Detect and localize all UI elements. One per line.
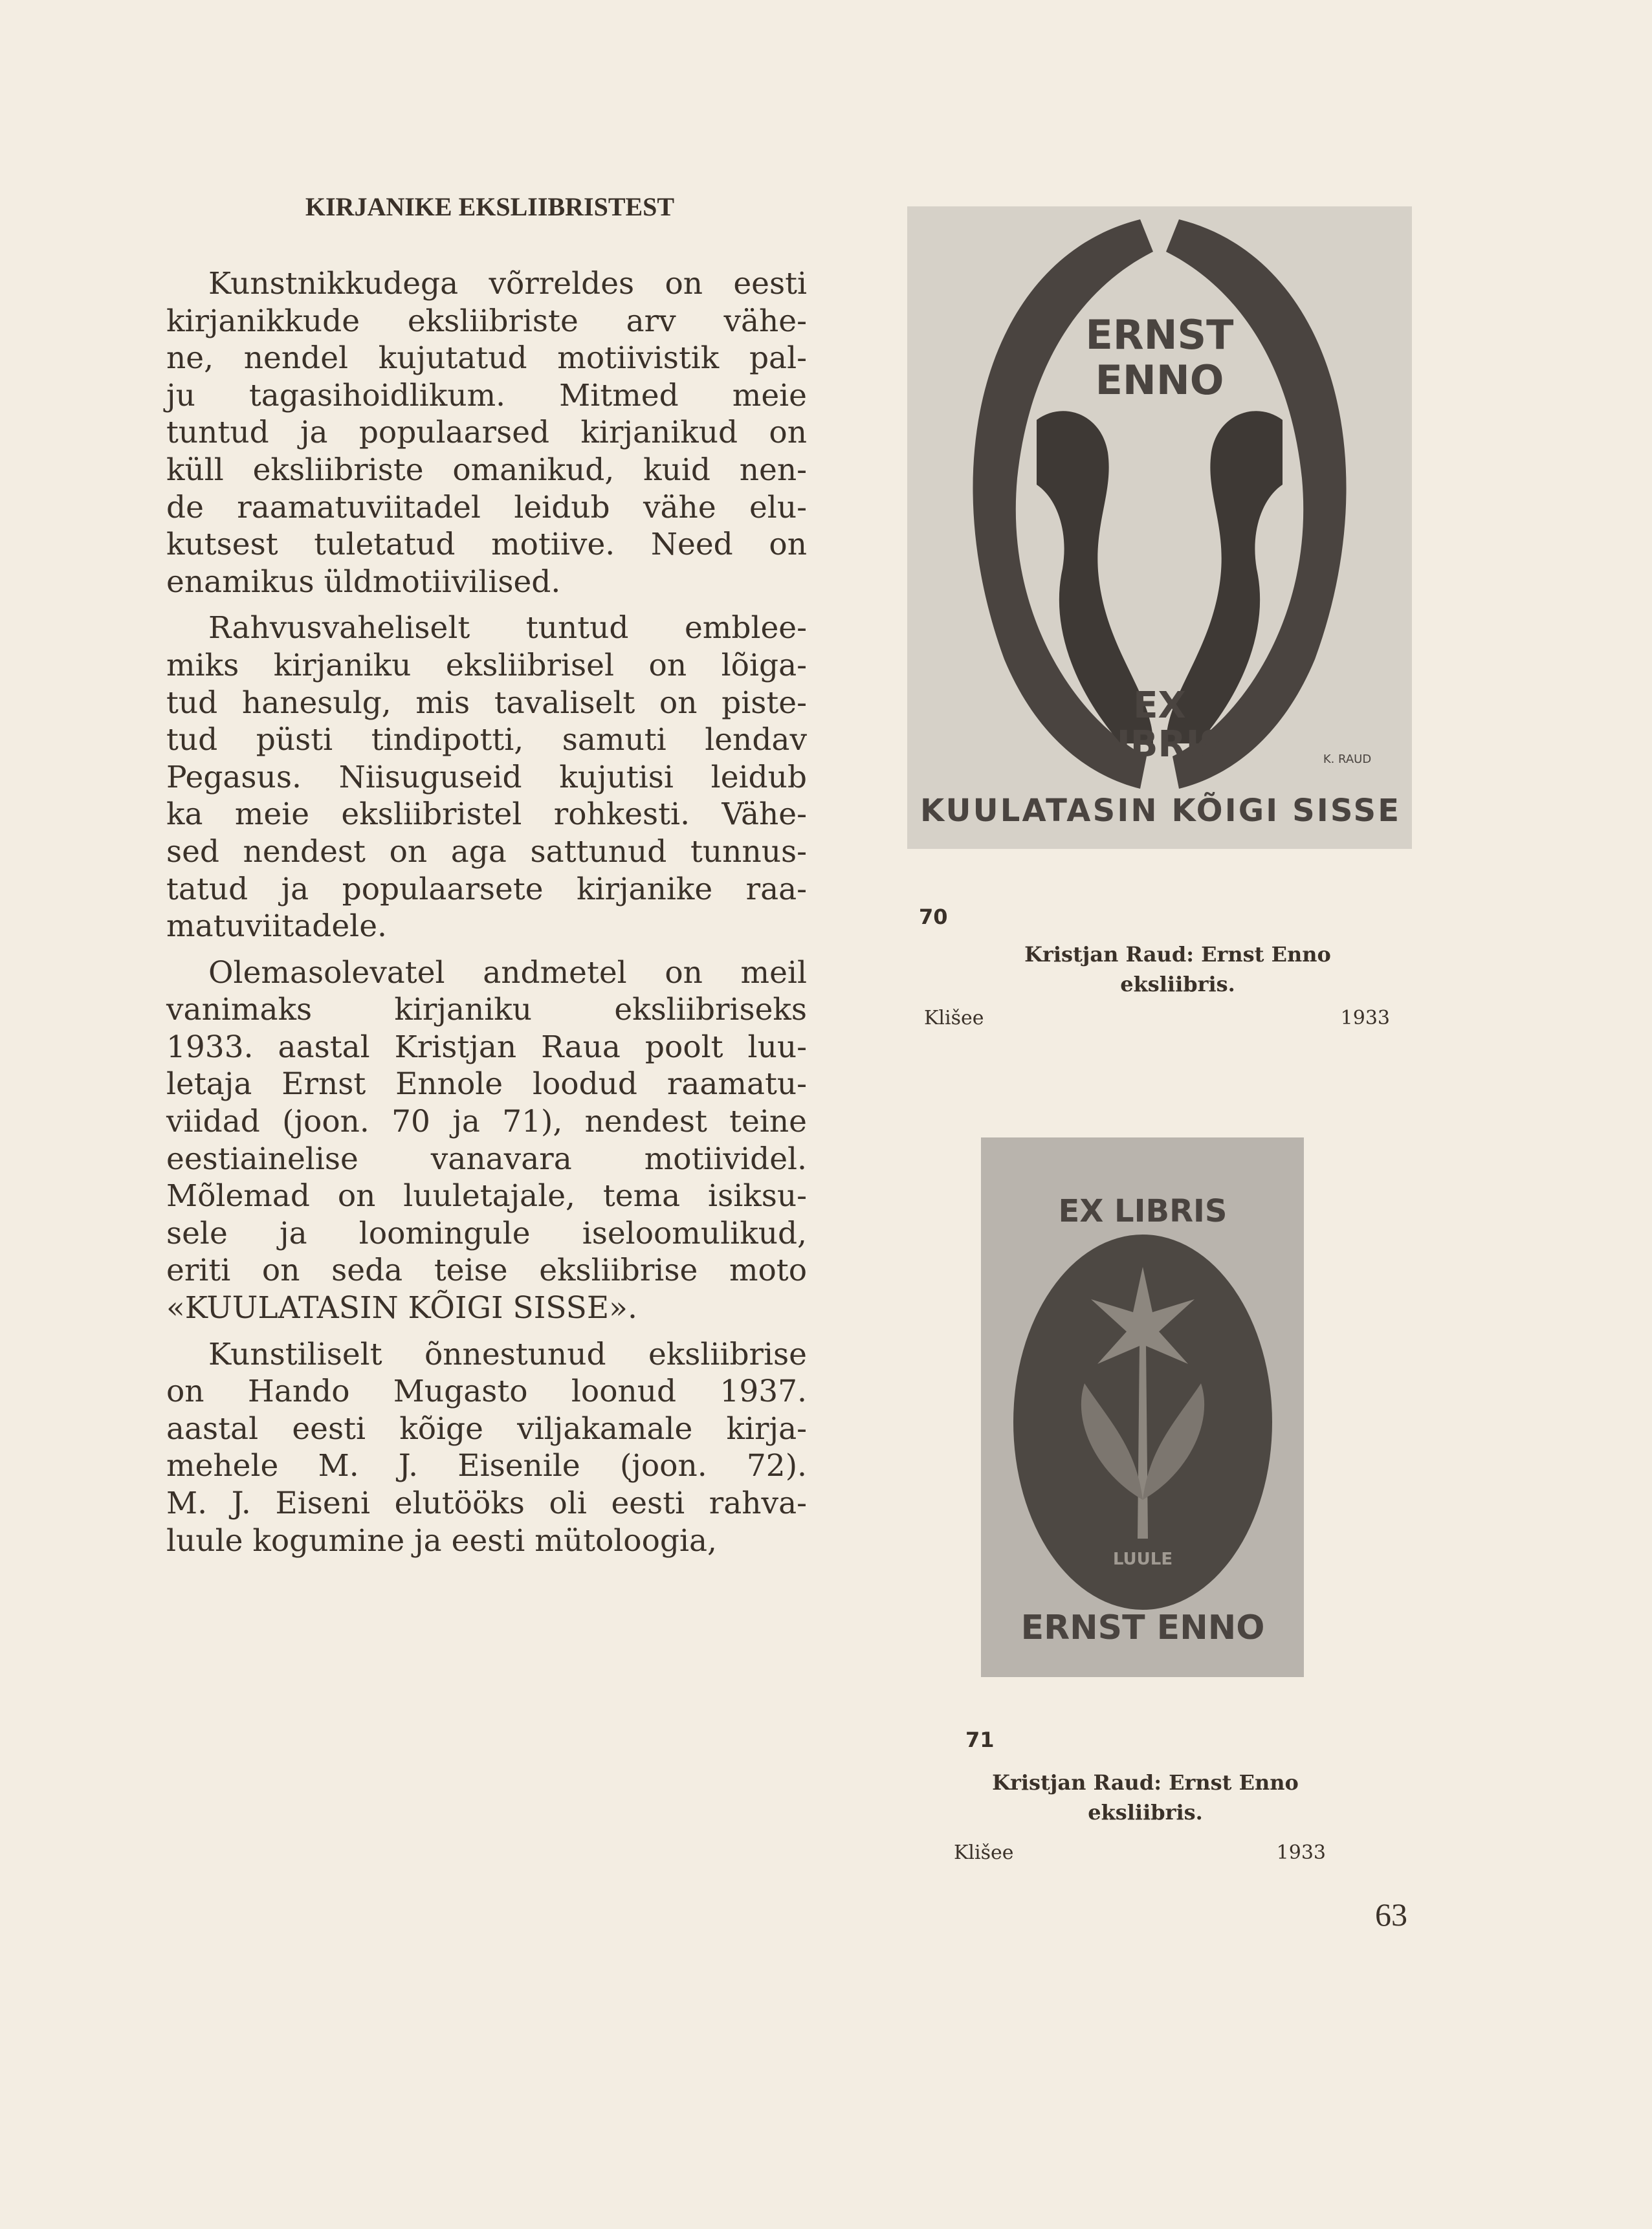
text-line: 1933. aastal Kristjan Raua poolt luu- [166, 1029, 807, 1065]
text-line: Pegasus. Niisuguseid kujutisi leidub [166, 759, 807, 795]
text-line: aastal eesti kõige viljakamale kirja- [166, 1411, 807, 1447]
text-line: matuviitadele. [166, 908, 387, 945]
text-line: kutsest tuletatud motiive. Need on [166, 527, 807, 563]
figure-70-caption [951, 939, 1404, 999]
paragraph [166, 609, 807, 945]
figure-year: 1933 [1276, 1841, 1326, 1864]
caption-line: Kristjan Raud: Ernst Enno [992, 1770, 1299, 1795]
text-line: Mõlemad on luuletajale, tema isiksu- [166, 1178, 807, 1214]
text-line: M. J. Eiseni elutööks oli eesti rahva- [166, 1486, 807, 1521]
caption-line: eksliibris. [1088, 1800, 1203, 1825]
figure-71-number: 71 [965, 1728, 995, 1752]
text-line: Rahvusvaheliselt tuntud emblee- [208, 610, 807, 646]
exlibris-signature: K. RAUD [1323, 752, 1372, 766]
text-line: ne, nendel kujutatud motiivistik pal- [166, 340, 807, 377]
text-line: eestiainelise vanavara motiividel. [166, 1141, 807, 1177]
figure-technique: Klišee [954, 1841, 1014, 1864]
text-line: sele ja loomingule iseloomulikud, [166, 1215, 807, 1251]
text-line: de raamatuviitadel leidub vähe elu- [166, 489, 807, 525]
figure-year: 1933 [1340, 1007, 1390, 1029]
text-line: ju tagasihoidlikum. Mitmed meie [166, 377, 807, 413]
page-number: 63 [1375, 1896, 1407, 1933]
exlibris-name2: ENNO [1095, 357, 1224, 404]
exlibris-libris: LIBRIS [1094, 723, 1226, 765]
text-line: tuntud ja populaarsed kirjanikud on [166, 415, 807, 451]
caption-line: eksliibris. [1120, 972, 1235, 996]
text-line: luule kogumine ja eesti mütoloogia, [166, 1522, 717, 1559]
text-line: ka meie eksliibristel rohkesti. Vähe- [166, 796, 807, 833]
figure-71-meta [954, 1841, 1326, 1864]
figure-71-image [981, 1137, 1304, 1677]
text-line: Kunstiliselt õnnestunud eksliibrise [208, 1336, 807, 1372]
text-line: küll eksliibriste omanikud, kuid nen- [166, 452, 807, 488]
paragraph [166, 954, 807, 1327]
figure-70-number: 70 [919, 905, 948, 929]
figure-71-caption [945, 1768, 1346, 1827]
paragraph [166, 1336, 807, 1560]
exlibris-name1: ERNST [1085, 311, 1234, 358]
text-line: on Hando Mugasto loonud 1937. [166, 1374, 807, 1410]
text-line: tud püsti tindipotti, samuti lendav [166, 722, 807, 758]
caption-line: Kristjan Raud: Ernst Enno [1024, 942, 1331, 967]
figure-technique: Klišee [924, 1007, 984, 1029]
paragraph [166, 265, 807, 600]
text-line: miks kirjaniku eksliibrisel on lõiga- [166, 647, 807, 683]
text-line: Olemasolevatel andmetel on meil [208, 954, 807, 991]
exlibris-bottom-text: ERNST ENNO [1020, 1609, 1265, 1647]
figure-70-meta [924, 1007, 1390, 1029]
text-line: viidad (joon. 70 ja 71), nendest teine [166, 1104, 807, 1140]
text-line: «KUULATASIN KÕIGI SISSE». [166, 1290, 637, 1326]
exlibris-ex: EX [1133, 685, 1186, 727]
exlibris-small-text: LUULE [1112, 1550, 1173, 1569]
exlibris-motto: KUULATASIN KÕIGI SISSE [920, 793, 1399, 829]
text-line: tatud ja populaarsete kirjanike raa- [166, 871, 807, 907]
text-line: tud hanesulg, mis tavaliselt on piste- [166, 685, 807, 721]
text-line: vanimaks kirjaniku eksliibriseks [166, 992, 807, 1028]
running-title: KIRJANIKE EKSLIIBRISTEST [305, 192, 675, 221]
text-line: Kunstnikkudega võrreldes on eesti [208, 266, 807, 302]
figure-70-image [907, 206, 1412, 849]
text-line: mehele M. J. Eisenile (joon. 72). [166, 1448, 807, 1484]
text-line: letaja Ernst Ennole loodud raamatu- [166, 1066, 807, 1103]
text-line: enamikus üldmotiivilised. [166, 564, 561, 600]
body-text [166, 265, 807, 1568]
text-line: sed nendest on aga sattunud tunnus- [166, 833, 807, 870]
exlibris-top-text: EX LIBRIS [1058, 1193, 1228, 1229]
text-line: eriti on seda teise eksliibrise moto [166, 1253, 807, 1289]
text-line: kirjanikkude eksliibriste arv vähe- [166, 303, 807, 339]
